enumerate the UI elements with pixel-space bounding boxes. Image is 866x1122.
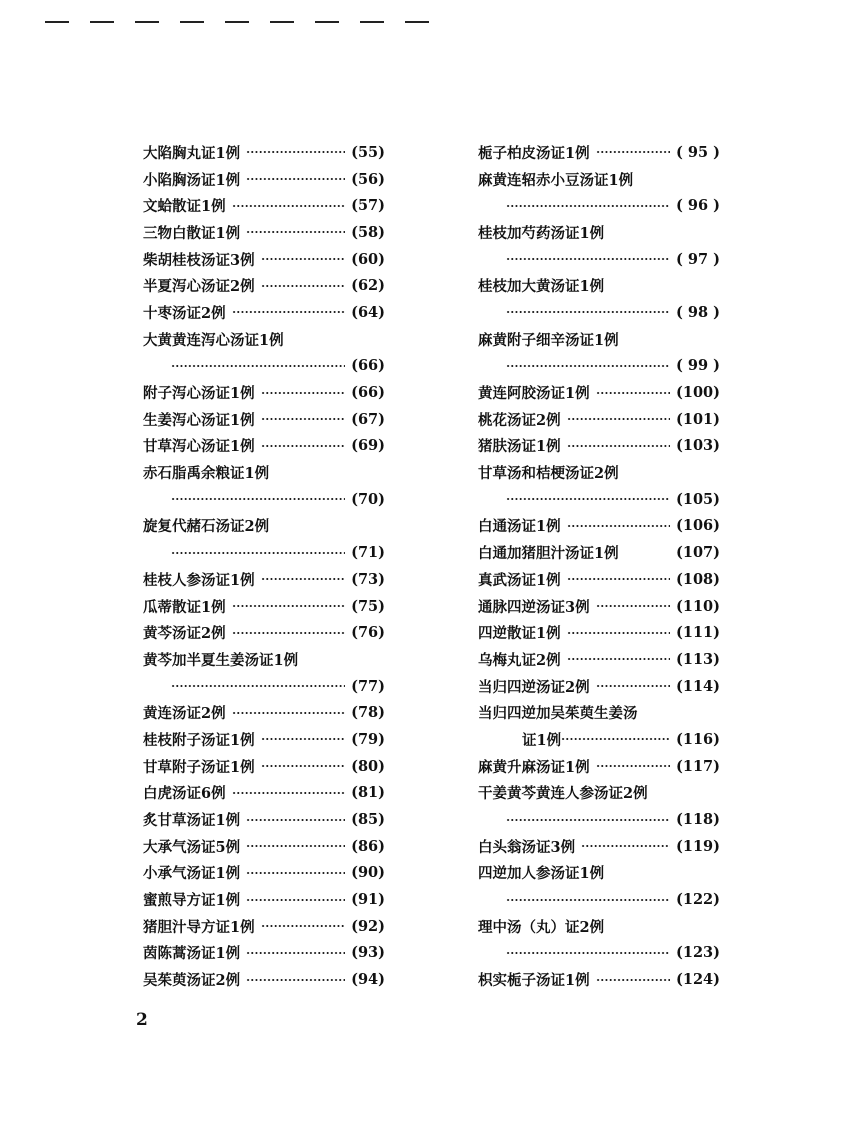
entry-page: (118) (676, 811, 720, 829)
dot-leader (171, 548, 345, 558)
entry-page: (71) (351, 544, 385, 562)
entry-name: 桃花汤证2例 (478, 411, 561, 429)
entry-name: 枳实栀子汤证1例 (478, 972, 590, 990)
dash (405, 21, 429, 23)
entry-name: 三物白散证1例 (143, 224, 241, 242)
toc-entry-title (478, 913, 720, 940)
entry-name: 麻黄连轺赤小豆汤证1例 (478, 171, 634, 189)
entry-page: ( 99 ) (676, 357, 720, 375)
entry-page: (93) (351, 944, 385, 962)
entry-page: (66) (351, 357, 385, 375)
entry-page: ( 96 ) (676, 197, 720, 215)
dot-leader (506, 254, 670, 264)
toc-entry (143, 406, 385, 433)
entry-page: (69) (351, 437, 385, 455)
entry-page: (124) (676, 971, 720, 989)
toc-entry-title (478, 699, 720, 726)
toc-entry (478, 966, 720, 993)
toc-entry-leader (478, 940, 720, 967)
toc-entry-leader (143, 486, 385, 513)
dot-leader (232, 601, 346, 611)
entry-page: ( 95 ) (676, 143, 720, 161)
toc-right-column (478, 139, 720, 993)
entry-page: (103) (676, 437, 720, 455)
entry-name: 理中汤（丸）证2例 (478, 918, 605, 936)
toc-entry (143, 246, 385, 273)
toc-entry-leader (478, 726, 720, 753)
toc-entry (143, 219, 385, 246)
dash (135, 21, 159, 23)
dash (360, 21, 384, 23)
entry-page: (111) (676, 624, 720, 642)
toc-entry (143, 166, 385, 193)
entry-name: 文蛤散证1例 (143, 198, 226, 216)
entry-name: 当归四逆加吴茱萸生姜汤 (478, 705, 638, 723)
dot-leader (567, 654, 670, 664)
toc-entry-title (478, 780, 720, 807)
dot-leader (246, 975, 345, 985)
toc-entry-leader (143, 673, 385, 700)
entry-page: (58) (351, 223, 385, 241)
toc-entry (478, 566, 720, 593)
toc-entry (143, 833, 385, 860)
dot-leader (171, 494, 345, 504)
entry-name: 当归四逆汤证2例 (478, 678, 590, 696)
toc-entry (478, 833, 720, 860)
entry-page: (80) (351, 757, 385, 775)
entry-name: 炙甘草汤证1例 (143, 812, 241, 830)
entry-name: 桂枝附子汤证1例 (143, 731, 255, 749)
dot-leader (246, 948, 345, 958)
entry-name: 干姜黄芩黄连人参汤证2例 (478, 785, 648, 803)
dot-leader (261, 734, 346, 744)
entry-name: 旋复代赭石汤证2例 (143, 518, 270, 536)
entry-name: 柴胡桂枝汤证3例 (143, 251, 255, 269)
dot-leader (261, 761, 346, 771)
dot-leader (596, 388, 670, 398)
toc-entry (143, 299, 385, 326)
dot-leader (625, 548, 670, 558)
entry-name: 十枣汤证2例 (143, 304, 226, 322)
toc-entry-title (143, 326, 385, 353)
dot-leader (567, 414, 670, 424)
toc-entry (143, 860, 385, 887)
dot-leader (246, 815, 345, 825)
entry-page: (91) (351, 891, 385, 909)
entry-name: 大承气汤证5例 (143, 838, 241, 856)
entry-page: (117) (676, 757, 720, 775)
dot-leader (567, 521, 670, 531)
entry-name: 四逆加人参汤证1例 (478, 865, 605, 883)
dot-leader (567, 628, 670, 638)
dot-leader (596, 761, 670, 771)
dot-leader (232, 307, 346, 317)
toc-entry-leader (478, 246, 720, 273)
dot-leader (561, 734, 670, 744)
dot-leader (246, 147, 345, 157)
toc-entry (143, 593, 385, 620)
entry-name: 茵陈蒿汤证1例 (143, 945, 241, 963)
entry-name: 附子泻心汤证1例 (143, 385, 255, 403)
toc-entry-title (478, 860, 720, 887)
dot-leader (596, 975, 670, 985)
dot-leader (506, 895, 670, 905)
dot-leader (246, 895, 345, 905)
dot-leader (261, 921, 346, 931)
dash (90, 21, 114, 23)
dot-leader (581, 841, 670, 851)
toc-entry (143, 192, 385, 219)
entry-name: 半夏泻心汤证2例 (143, 278, 255, 296)
entry-page: (66) (351, 384, 385, 402)
toc-entry (143, 272, 385, 299)
toc-entry (143, 913, 385, 940)
entry-page: (81) (351, 784, 385, 802)
entry-page: (78) (351, 704, 385, 722)
entry-page: (86) (351, 837, 385, 855)
entry-name: 四逆散证1例 (478, 625, 561, 643)
dot-leader (261, 388, 346, 398)
toc-entry (478, 139, 720, 166)
toc-entry-leader (143, 353, 385, 380)
toc-entry (478, 646, 720, 673)
dot-leader (567, 441, 670, 451)
dash (45, 21, 69, 23)
toc-entry (143, 753, 385, 780)
toc-entry-title (478, 459, 720, 486)
dot-leader (246, 227, 345, 237)
entry-name: 桂枝人参汤证1例 (143, 571, 255, 589)
entry-name: 白通加猪胆汁汤证1例 (478, 545, 619, 563)
toc-entry-leader (478, 353, 720, 380)
toc-entry (143, 806, 385, 833)
entry-name: 白虎汤证6例 (143, 785, 226, 803)
entry-name: 白头翁汤证3例 (478, 838, 576, 856)
page-number: 2 (136, 1010, 148, 1030)
dot-leader (506, 201, 670, 211)
toc-entry (478, 513, 720, 540)
dot-leader (171, 681, 345, 691)
entry-name: 小陷胸汤证1例 (143, 171, 241, 189)
toc-entry-leader (478, 806, 720, 833)
dot-leader (246, 174, 345, 184)
header-rule (45, 21, 429, 23)
entry-page: (122) (676, 891, 720, 909)
toc-entry-title (478, 219, 720, 246)
entry-page: (60) (351, 250, 385, 268)
toc-entry (478, 619, 720, 646)
dot-leader (171, 361, 345, 371)
entry-name: 黄芩汤证2例 (143, 625, 226, 643)
entry-name: 乌梅丸证2例 (478, 651, 561, 669)
entry-name: 生姜泻心汤证1例 (143, 411, 255, 429)
entry-page: (76) (351, 624, 385, 642)
dot-leader (506, 361, 670, 371)
dot-leader (596, 681, 670, 691)
entry-page: (107) (676, 544, 720, 562)
entry-name: 蜜煎导方证1例 (143, 892, 241, 910)
entry-name: 桂枝加芍药汤证1例 (478, 224, 605, 242)
entry-name: 通脉四逆汤证3例 (478, 598, 590, 616)
entry-name: 黄芩加半夏生姜汤证1例 (143, 651, 299, 669)
entry-name: 猪胆汁导方证1例 (143, 918, 255, 936)
entry-page: (92) (351, 917, 385, 935)
entry-page: (101) (676, 410, 720, 428)
toc-entry (478, 753, 720, 780)
entry-page: (62) (351, 277, 385, 295)
entry-name: 甘草汤和桔梗汤证2例 (478, 465, 619, 483)
toc-entry (143, 886, 385, 913)
entry-page: (64) (351, 303, 385, 321)
dot-leader (506, 494, 670, 504)
toc-entry (143, 139, 385, 166)
entry-page: (67) (351, 410, 385, 428)
entry-name: 甘草泻心汤证1例 (143, 438, 255, 456)
dot-leader (261, 574, 346, 584)
entry-name: 麻黄升麻汤证1例 (478, 758, 590, 776)
dot-leader (232, 788, 346, 798)
dot-leader (246, 841, 345, 851)
dash (315, 21, 339, 23)
toc-entry (143, 966, 385, 993)
toc-entry-title (143, 513, 385, 540)
entry-page: (113) (676, 650, 720, 668)
dot-leader (232, 201, 346, 211)
dash (225, 21, 249, 23)
toc-entry-leader (478, 486, 720, 513)
dash (270, 21, 294, 23)
entry-name: 白通汤证1例 (478, 518, 561, 536)
dot-leader (506, 307, 670, 317)
entry-name: 麻黄附子细辛汤证1例 (478, 331, 619, 349)
entry-name: 甘草附子汤证1例 (143, 758, 255, 776)
dot-leader (596, 601, 670, 611)
entry-page: (85) (351, 811, 385, 829)
toc-entry-title (143, 646, 385, 673)
toc-entry (478, 406, 720, 433)
toc-entry (478, 673, 720, 700)
entry-page: (116) (676, 730, 720, 748)
entry-name: 黄连阿胶汤证1例 (478, 385, 590, 403)
entry-name: 桂枝加大黄汤证1例 (478, 278, 605, 296)
dot-leader (261, 254, 346, 264)
entry-page: (123) (676, 944, 720, 962)
entry-page: (55) (351, 143, 385, 161)
toc-entry (478, 379, 720, 406)
entry-name: 小承气汤证1例 (143, 865, 241, 883)
entry-name: 真武汤证1例 (478, 571, 561, 589)
entry-page: (108) (676, 570, 720, 588)
dot-leader (506, 815, 670, 825)
entry-page: (106) (676, 517, 720, 535)
entry-page: (73) (351, 570, 385, 588)
toc-entry-title (478, 272, 720, 299)
toc-entry-leader (143, 539, 385, 566)
entry-page: (77) (351, 677, 385, 695)
entry-name-continued: 证1例 (522, 731, 562, 749)
entry-page: (119) (676, 837, 720, 855)
toc-entry (143, 699, 385, 726)
dot-leader (232, 628, 346, 638)
entry-page: (110) (676, 597, 720, 615)
dot-leader (261, 414, 346, 424)
dot-leader (246, 868, 345, 878)
toc-entry-title (478, 326, 720, 353)
toc-entry-title (478, 166, 720, 193)
entry-name: 大陷胸丸证1例 (143, 144, 241, 162)
dot-leader (596, 147, 670, 157)
entry-name: 黄连汤证2例 (143, 705, 226, 723)
entry-name: 瓜蒂散证1例 (143, 598, 226, 616)
toc-entry-title (143, 459, 385, 486)
entry-page: ( 98 ) (676, 303, 720, 321)
dot-leader (506, 948, 670, 958)
toc-entry (478, 433, 720, 460)
entry-page: (56) (351, 170, 385, 188)
toc-entry-leader (478, 886, 720, 913)
toc-entry (143, 780, 385, 807)
dot-leader (567, 574, 670, 584)
entry-page: (57) (351, 197, 385, 215)
entry-name: 猪肤汤证1例 (478, 438, 561, 456)
toc-entry (478, 593, 720, 620)
entry-page: ( 97 ) (676, 250, 720, 268)
dot-leader (232, 708, 346, 718)
entry-page: (94) (351, 971, 385, 989)
dot-leader (261, 441, 346, 451)
entry-name: 大黄黄连泻心汤证1例 (143, 331, 284, 349)
toc-entry (143, 940, 385, 967)
toc-entry-leader (478, 299, 720, 326)
toc-entry-leader (478, 192, 720, 219)
entry-page: (105) (676, 490, 720, 508)
entry-page: (75) (351, 597, 385, 615)
toc-entry (143, 433, 385, 460)
dot-leader (261, 281, 346, 291)
toc-entry (478, 539, 720, 566)
toc-left-column (143, 139, 385, 993)
entry-page: (114) (676, 677, 720, 695)
entry-name: 吴茱萸汤证2例 (143, 972, 241, 990)
toc-entry (143, 566, 385, 593)
entry-name: 赤石脂禹余粮证1例 (143, 465, 270, 483)
toc-entry (143, 619, 385, 646)
toc-entry (143, 379, 385, 406)
entry-page: (79) (351, 730, 385, 748)
dash (180, 21, 204, 23)
entry-name: 栀子柏皮汤证1例 (478, 144, 590, 162)
entry-page: (70) (351, 490, 385, 508)
entry-page: (90) (351, 864, 385, 882)
entry-page: (100) (676, 384, 720, 402)
toc-entry (143, 726, 385, 753)
